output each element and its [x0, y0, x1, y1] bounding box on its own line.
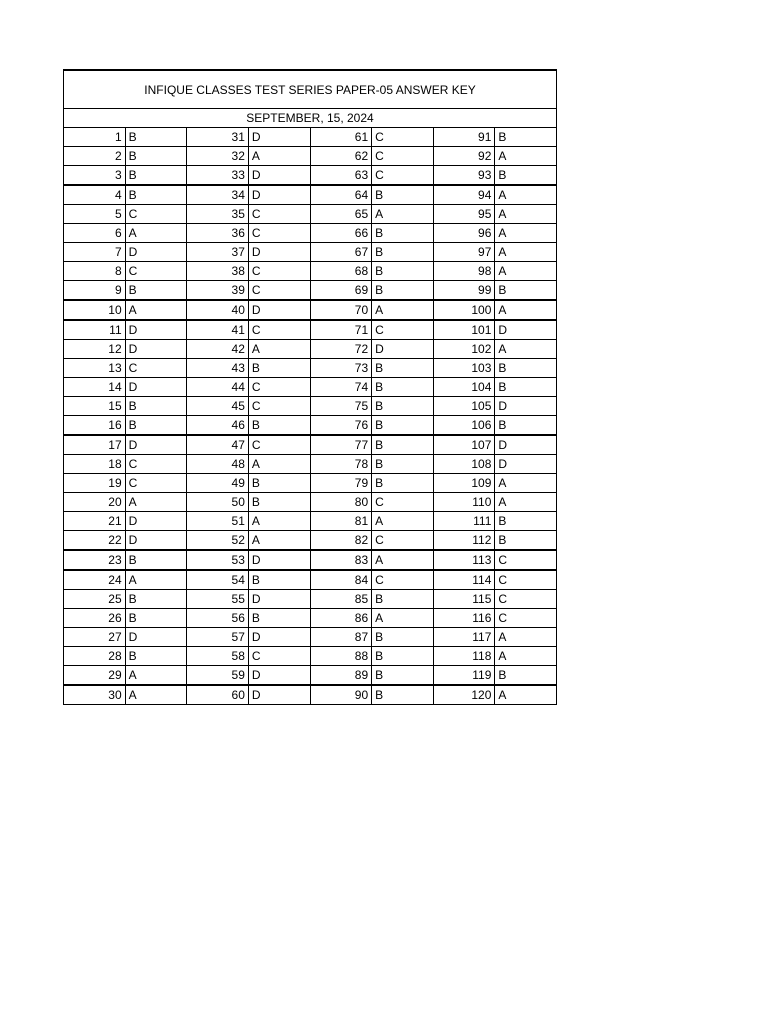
question-number: 118: [433, 647, 495, 666]
question-number: 65: [310, 205, 372, 224]
answer-option: B: [372, 378, 434, 397]
answer-option: D: [248, 128, 310, 147]
question-number: 18: [64, 455, 126, 474]
question-number: 9: [64, 281, 126, 301]
question-number: 93: [433, 166, 495, 186]
answer-option: B: [495, 531, 557, 551]
question-number: 67: [310, 243, 372, 262]
question-number: 26: [64, 609, 126, 628]
question-number: 88: [310, 647, 372, 666]
answer-row: [64, 243, 557, 262]
answer-row: [64, 474, 557, 493]
question-number: 40: [187, 300, 249, 320]
question-number: 83: [310, 550, 372, 570]
question-number: 105: [433, 397, 495, 416]
question-number: 44: [187, 378, 249, 397]
answer-option: B: [248, 609, 310, 628]
answer-option: C: [372, 320, 434, 340]
title-row: [64, 70, 557, 109]
answer-option: A: [495, 493, 557, 512]
question-number: 38: [187, 262, 249, 281]
question-number: 28: [64, 647, 126, 666]
answer-option: B: [372, 474, 434, 493]
answer-option: A: [372, 550, 434, 570]
answer-option: C: [248, 320, 310, 340]
question-number: 4: [64, 185, 126, 205]
answer-option: D: [125, 512, 187, 531]
question-number: 37: [187, 243, 249, 262]
question-number: 6: [64, 224, 126, 243]
answer-option: B: [372, 243, 434, 262]
answer-option: B: [372, 685, 434, 705]
answer-row: [64, 493, 557, 512]
answer-row: [64, 128, 557, 147]
answer-option: D: [495, 397, 557, 416]
question-number: 3: [64, 166, 126, 186]
answer-option: B: [125, 281, 187, 301]
answer-option: C: [248, 435, 310, 455]
answer-option: C: [372, 128, 434, 147]
answer-option: C: [495, 570, 557, 590]
question-number: 107: [433, 435, 495, 455]
answer-option: A: [248, 531, 310, 551]
question-number: 114: [433, 570, 495, 590]
answer-option: A: [372, 512, 434, 531]
question-number: 32: [187, 147, 249, 166]
question-number: 35: [187, 205, 249, 224]
question-number: 58: [187, 647, 249, 666]
question-number: 11: [64, 320, 126, 340]
question-number: 59: [187, 666, 249, 686]
answer-option: D: [495, 455, 557, 474]
answer-option: B: [248, 493, 310, 512]
question-number: 69: [310, 281, 372, 301]
answer-row: [64, 455, 557, 474]
answer-option: A: [125, 685, 187, 705]
answer-option: D: [248, 243, 310, 262]
question-number: 41: [187, 320, 249, 340]
question-number: 10: [64, 300, 126, 320]
question-number: 99: [433, 281, 495, 301]
question-number: 84: [310, 570, 372, 590]
question-number: 29: [64, 666, 126, 686]
question-number: 15: [64, 397, 126, 416]
answer-option: B: [125, 416, 187, 436]
answer-option: A: [495, 628, 557, 647]
answer-row: [64, 281, 557, 301]
question-number: 71: [310, 320, 372, 340]
answer-option: B: [372, 666, 434, 686]
answer-option: D: [125, 628, 187, 647]
answer-option: A: [495, 185, 557, 205]
answer-option: B: [125, 166, 187, 186]
answer-option: A: [248, 455, 310, 474]
question-number: 22: [64, 531, 126, 551]
answer-option: A: [125, 300, 187, 320]
question-number: 82: [310, 531, 372, 551]
answer-row: [64, 416, 557, 436]
question-number: 43: [187, 359, 249, 378]
answer-option: D: [125, 320, 187, 340]
answer-option: C: [248, 262, 310, 281]
question-number: 110: [433, 493, 495, 512]
answer-option: A: [248, 340, 310, 359]
answer-option: A: [372, 300, 434, 320]
question-number: 90: [310, 685, 372, 705]
question-number: 23: [64, 550, 126, 570]
answer-row: [64, 609, 557, 628]
answer-option: A: [495, 224, 557, 243]
answer-row: [64, 531, 557, 551]
answer-row: [64, 685, 557, 705]
question-number: 27: [64, 628, 126, 647]
answer-option: B: [372, 628, 434, 647]
answer-option: B: [125, 397, 187, 416]
answer-option: B: [248, 359, 310, 378]
question-number: 46: [187, 416, 249, 436]
answer-option: B: [495, 359, 557, 378]
question-number: 101: [433, 320, 495, 340]
question-number: 76: [310, 416, 372, 436]
answer-option: D: [248, 666, 310, 686]
question-number: 72: [310, 340, 372, 359]
answer-option: D: [248, 166, 310, 186]
answer-row: [64, 166, 557, 186]
question-number: 78: [310, 455, 372, 474]
question-number: 55: [187, 590, 249, 609]
answer-option: C: [125, 359, 187, 378]
answer-option: B: [125, 550, 187, 570]
question-number: 13: [64, 359, 126, 378]
answer-row: [64, 628, 557, 647]
answer-option: B: [495, 128, 557, 147]
question-number: 56: [187, 609, 249, 628]
question-number: 1: [64, 128, 126, 147]
question-number: 21: [64, 512, 126, 531]
answer-option: C: [125, 262, 187, 281]
question-number: 89: [310, 666, 372, 686]
answer-row: [64, 147, 557, 166]
answer-option: B: [248, 416, 310, 436]
answer-option: B: [372, 416, 434, 436]
question-number: 57: [187, 628, 249, 647]
question-number: 5: [64, 205, 126, 224]
question-number: 95: [433, 205, 495, 224]
answer-option: B: [495, 512, 557, 531]
answer-row: [64, 262, 557, 281]
answer-option: B: [248, 570, 310, 590]
answer-option: C: [248, 397, 310, 416]
question-number: 111: [433, 512, 495, 531]
answer-option: B: [372, 397, 434, 416]
answer-option: B: [495, 416, 557, 436]
answer-option: C: [248, 224, 310, 243]
answer-option: C: [495, 590, 557, 609]
answer-option: B: [125, 147, 187, 166]
date-row: [64, 109, 557, 128]
question-number: 119: [433, 666, 495, 686]
answer-option: A: [125, 224, 187, 243]
answer-option: D: [248, 185, 310, 205]
answer-option: D: [125, 243, 187, 262]
question-number: 50: [187, 493, 249, 512]
answer-option: B: [495, 166, 557, 186]
answer-option: B: [372, 590, 434, 609]
answer-option: A: [495, 205, 557, 224]
question-number: 112: [433, 531, 495, 551]
answer-option: B: [125, 185, 187, 205]
question-number: 102: [433, 340, 495, 359]
answer-row: [64, 185, 557, 205]
answer-row: [64, 666, 557, 686]
question-number: 14: [64, 378, 126, 397]
answer-key-sheet: [63, 69, 557, 705]
answer-row: [64, 359, 557, 378]
question-number: 36: [187, 224, 249, 243]
answer-option: B: [125, 647, 187, 666]
answer-option: C: [495, 550, 557, 570]
question-number: 92: [433, 147, 495, 166]
question-number: 77: [310, 435, 372, 455]
question-number: 53: [187, 550, 249, 570]
question-number: 17: [64, 435, 126, 455]
question-number: 117: [433, 628, 495, 647]
question-number: 2: [64, 147, 126, 166]
answer-option: C: [372, 147, 434, 166]
question-number: 19: [64, 474, 126, 493]
answer-option: A: [495, 647, 557, 666]
answer-row: [64, 435, 557, 455]
answer-option: C: [372, 570, 434, 590]
question-number: 60: [187, 685, 249, 705]
question-number: 63: [310, 166, 372, 186]
question-number: 103: [433, 359, 495, 378]
answer-option: B: [495, 281, 557, 301]
question-number: 8: [64, 262, 126, 281]
question-number: 54: [187, 570, 249, 590]
answer-option: A: [495, 340, 557, 359]
question-number: 48: [187, 455, 249, 474]
question-number: 16: [64, 416, 126, 436]
answer-option: A: [495, 474, 557, 493]
question-number: 79: [310, 474, 372, 493]
answer-option: A: [248, 147, 310, 166]
answer-row: [64, 590, 557, 609]
answer-row: [64, 340, 557, 359]
answer-option: C: [372, 493, 434, 512]
question-number: 68: [310, 262, 372, 281]
answer-option: B: [372, 647, 434, 666]
answer-option: D: [125, 340, 187, 359]
question-number: 70: [310, 300, 372, 320]
answer-option: A: [372, 609, 434, 628]
answer-row: [64, 320, 557, 340]
answer-option: D: [248, 628, 310, 647]
question-number: 115: [433, 590, 495, 609]
question-number: 33: [187, 166, 249, 186]
answer-option: B: [372, 435, 434, 455]
answer-option: B: [125, 590, 187, 609]
answer-option: D: [495, 320, 557, 340]
answer-option: A: [125, 666, 187, 686]
question-number: 25: [64, 590, 126, 609]
question-number: 7: [64, 243, 126, 262]
answer-option: B: [495, 378, 557, 397]
question-number: 81: [310, 512, 372, 531]
answer-option: C: [248, 205, 310, 224]
question-number: 51: [187, 512, 249, 531]
question-number: 49: [187, 474, 249, 493]
question-number: 104: [433, 378, 495, 397]
answer-option: B: [372, 262, 434, 281]
question-number: 85: [310, 590, 372, 609]
answer-option: B: [372, 281, 434, 301]
question-number: 113: [433, 550, 495, 570]
question-number: 86: [310, 609, 372, 628]
question-number: 120: [433, 685, 495, 705]
answer-row: [64, 397, 557, 416]
answer-option: D: [125, 531, 187, 551]
answer-option: A: [125, 570, 187, 590]
answer-row: [64, 378, 557, 397]
answer-option: B: [372, 359, 434, 378]
answer-option: A: [372, 205, 434, 224]
answer-option: C: [248, 647, 310, 666]
question-number: 61: [310, 128, 372, 147]
answer-option: C: [248, 281, 310, 301]
question-number: 80: [310, 493, 372, 512]
question-number: 109: [433, 474, 495, 493]
answer-option: C: [125, 474, 187, 493]
question-number: 52: [187, 531, 249, 551]
answer-option: B: [372, 455, 434, 474]
answer-option: A: [495, 262, 557, 281]
answer-option: D: [248, 550, 310, 570]
question-number: 74: [310, 378, 372, 397]
question-number: 96: [433, 224, 495, 243]
answer-option: D: [372, 340, 434, 359]
question-number: 94: [433, 185, 495, 205]
answer-row: [64, 512, 557, 531]
answer-row: [64, 300, 557, 320]
answer-option: A: [495, 243, 557, 262]
answer-option: A: [248, 512, 310, 531]
question-number: 47: [187, 435, 249, 455]
answer-option: C: [372, 166, 434, 186]
answer-option: A: [495, 685, 557, 705]
question-number: 24: [64, 570, 126, 590]
answer-row: [64, 550, 557, 570]
question-number: 108: [433, 455, 495, 474]
answer-option: B: [372, 224, 434, 243]
question-number: 62: [310, 147, 372, 166]
answer-option: C: [125, 205, 187, 224]
question-number: 20: [64, 493, 126, 512]
answer-option: B: [125, 128, 187, 147]
question-number: 91: [433, 128, 495, 147]
answer-row: [64, 570, 557, 590]
question-number: 66: [310, 224, 372, 243]
question-number: 116: [433, 609, 495, 628]
answer-option: C: [248, 378, 310, 397]
question-number: 97: [433, 243, 495, 262]
answer-option: D: [248, 300, 310, 320]
answer-option: D: [495, 435, 557, 455]
answer-option: C: [372, 531, 434, 551]
page-title: INFIQUE CLASSES TEST SERIES PAPER-05 ANSWER KEY: [64, 70, 557, 109]
answer-option: D: [125, 378, 187, 397]
question-number: 12: [64, 340, 126, 359]
answer-row: [64, 205, 557, 224]
answer-option: D: [248, 590, 310, 609]
answer-option: A: [495, 147, 557, 166]
answer-option: B: [495, 666, 557, 686]
answer-option: A: [495, 300, 557, 320]
question-number: 39: [187, 281, 249, 301]
question-number: 73: [310, 359, 372, 378]
answer-option: D: [248, 685, 310, 705]
answer-option: C: [495, 609, 557, 628]
question-number: 42: [187, 340, 249, 359]
answer-option: D: [125, 435, 187, 455]
question-number: 31: [187, 128, 249, 147]
question-number: 64: [310, 185, 372, 205]
question-number: 98: [433, 262, 495, 281]
answer-row: [64, 647, 557, 666]
answer-row: [64, 224, 557, 243]
answer-key-table: [63, 69, 557, 705]
answer-option: B: [125, 609, 187, 628]
answer-option: A: [125, 493, 187, 512]
answer-option: B: [248, 474, 310, 493]
question-number: 34: [187, 185, 249, 205]
answer-option: C: [125, 455, 187, 474]
answer-option: B: [372, 185, 434, 205]
question-number: 45: [187, 397, 249, 416]
question-number: 100: [433, 300, 495, 320]
question-number: 30: [64, 685, 126, 705]
question-number: 87: [310, 628, 372, 647]
question-number: 75: [310, 397, 372, 416]
exam-date: SEPTEMBER, 15, 2024: [64, 109, 557, 128]
question-number: 106: [433, 416, 495, 436]
